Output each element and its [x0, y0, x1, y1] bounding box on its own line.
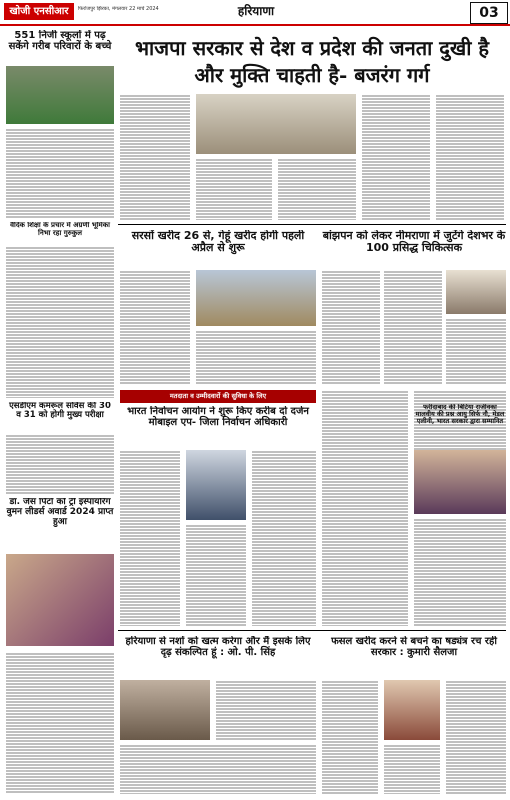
lead-body-col2	[196, 158, 272, 220]
schools-body	[6, 128, 114, 218]
infertility-body-1	[322, 270, 380, 384]
election-photo	[186, 450, 246, 520]
award-headline: डॉ. जैस पिंटो को ट्री इंस्पायरिंग वुमन लीडर्स अवार्ड 2024 प्राप्त हुआ	[6, 498, 114, 527]
vedic-headline: वैदिक शिक्षा के प्रचार में अग्रणी भूमिका निभा रहा गुरुकुल	[10, 222, 110, 237]
mustard-headline: सरसों खरीद 26 से, गेहूं खरीद होगी पहली अप्रैल से शुरू	[131, 230, 305, 255]
sdm-body	[6, 434, 114, 494]
rule-1	[118, 224, 506, 225]
section-title: हरियाणा	[237, 4, 275, 18]
lead-photo	[196, 94, 356, 154]
misc-body	[322, 390, 408, 626]
election-body-1	[120, 450, 180, 626]
award-photo	[6, 554, 114, 646]
selja-body-3	[446, 680, 506, 794]
lead-body-col3	[278, 158, 356, 220]
nasha-body-2	[120, 744, 316, 794]
rule-2	[118, 630, 506, 631]
faridabad-photo	[414, 450, 506, 514]
newspaper-logo: खोजी एनसीआर	[4, 3, 74, 20]
lead-headline: भाजपा सरकार से देश व प्रदेश की जनता दुखी है और मुक्ति चाहती है- बजरंग गर्ग	[134, 36, 489, 87]
dateline: फिरोजपुर झिरका, मंगलवार 22 मार्च 2024	[78, 6, 159, 12]
nasha-headline: हरियाणा से नशों को खत्म करेगा और मैं इसके लिए दृढ़ संकल्पित हूं : ओ. पी. सिंह	[125, 636, 311, 658]
lead-body-col4	[362, 94, 430, 220]
infertility-photo	[446, 270, 506, 314]
schools-headline: 551 निजी स्कूलों में पढ़ सकेंगे गरीब परिवारों के बच्चे	[8, 30, 112, 52]
election-banner: मतदाता व उम्मीदवारों की सुविधा के लिए	[120, 390, 316, 403]
sdm-headline: एसडीएम कमरूल सर्विस की 30 व 31 को होगी मुख्य परीक्षा	[9, 402, 111, 421]
selja-photo	[384, 680, 440, 740]
page-number: 03	[470, 2, 508, 24]
election-body-2	[186, 524, 246, 626]
election-headline: भारत निर्वाचन आयोग ने शुरू किए करीब दो दर्जन मोबाइल एप- जिला निर्वाचन अधिकारी	[127, 406, 309, 428]
faridabad-body	[414, 518, 506, 626]
award-body	[6, 652, 114, 794]
infertility-body-2	[384, 270, 442, 384]
schools-photo	[6, 66, 114, 124]
selja-body-2	[384, 744, 440, 794]
infertility-body-3	[446, 318, 506, 384]
selja-headline: फसल खरीद करने से बचने का षड्यंत्र रच रही सरकार : कुमारी सैलजा	[331, 636, 497, 658]
vedic-body	[6, 246, 114, 398]
nasha-photo	[120, 680, 210, 740]
mustard-photo	[196, 270, 316, 326]
lead-body-col1	[120, 94, 190, 220]
selja-body-1	[322, 680, 378, 794]
faridabad-headline: फरीदाबाद की बिटिया राजीवका मालवीय की प्रश्न आयु सिर्फ नौ, मेडल एलीनी, भारत सरकार द्वारा सम्मानित	[415, 404, 505, 426]
nasha-body-1	[216, 680, 316, 740]
infertility-headline: बांझपन को लेकर नीमराणा में जुटेंगे देशभर के 100 प्रसिद्ध चिकित्सक	[322, 230, 506, 255]
lead-body-col5	[436, 94, 504, 220]
mustard-body-2	[196, 330, 316, 384]
mustard-body-1	[120, 270, 190, 384]
election-body-3	[252, 450, 316, 626]
